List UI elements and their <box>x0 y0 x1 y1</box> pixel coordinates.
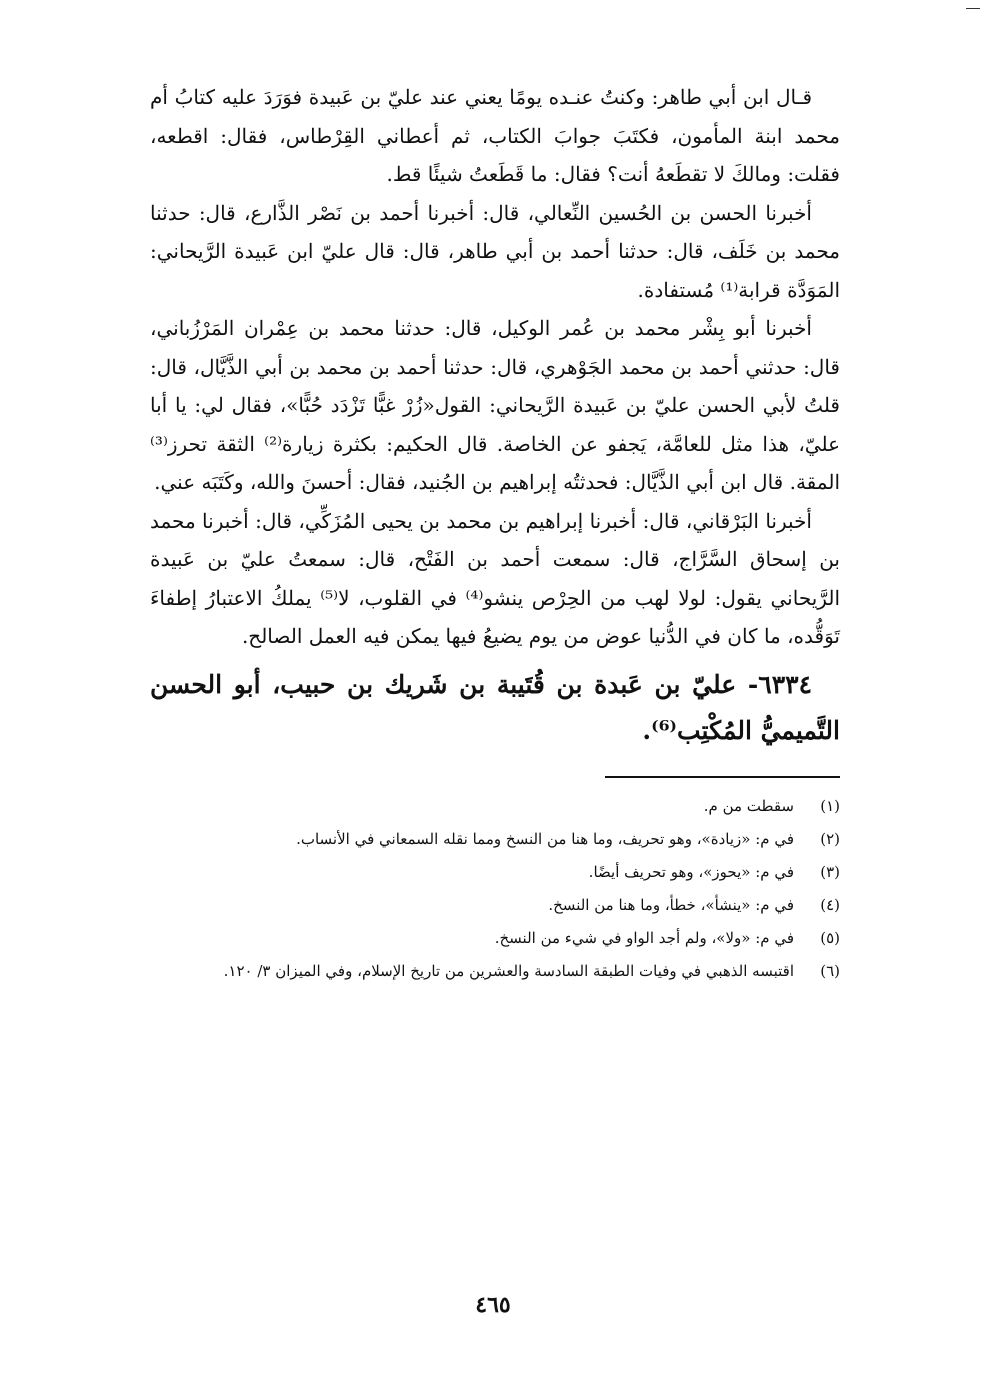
footnote-item <box>150 856 840 889</box>
footnote-number: (٤) <box>820 895 840 914</box>
paragraph-2: أخبرنا الحسن بن الحُسين النِّعالي، قال: أخبرنا أحمد بن نَصْر الذَّارع، قال: حدثنا محمد بن خَلَف، قال: حدثنا أحمد بن أبي طاهر، قال: قال عليّ ابن عَبيدة الرَّيحاني: المَوَدَّة قرابة⁽¹⁾ مُستفادة. <box>150 200 840 302</box>
footnote-item <box>150 889 840 922</box>
footnote-item <box>150 790 840 823</box>
paragraph-3: أخبرنا أبو بِشْر محمد بن عُمر الوكيل، قال: حدثنا محمد بن عِمْران المَرْزُباني، قال: حدثني أحمد بن محمد الجَوْهري، قال: حدثنا أحمد بن محمد بن أبي الذَّيَّال، قال: قلتُ لأبي الحسن عليّ بن عَبيدة الرَّيحاني: القول«زُرْ غبًّا تَزْدَد حُبًّا»، فقال لي: يا أبا عليّ، هذا مثل للعامَّة، يَجفو عن الخاصة. قال الحكيم: بكثرة زيارة⁽²⁾ الثقة تحرز⁽³⁾ المقة. قال ابن أبي الذَّيَّال: فحدثتُه إبراهيم بن الجُنيد، فقال: أحسنَ والله، وكَتَبَه عني. <box>150 316 840 494</box>
footnote-number: (٣) <box>820 862 840 881</box>
footnote-number: (٦) <box>820 961 840 980</box>
footnotes-list <box>150 790 840 988</box>
entry-heading: ٦٣٣٤- عليّ بن عَبدة بن قُتَيبة بن شَريك بن حبيب، أبو الحسن التَّميميُّ المُكْتِب⁽⁶⁾. <box>150 669 840 745</box>
footnote-text: سقطت من م. <box>703 796 794 815</box>
footnote-text: في م: «ينشأ»، خطأ، وما هنا من النسخ. <box>548 895 794 914</box>
document-page <box>150 78 840 988</box>
footnote-item <box>150 823 840 856</box>
footnote-item <box>150 922 840 955</box>
footnote-text: اقتبسه الذهبي في وفيات الطبقة السادسة والعشرين من تاريخ الإسلام، وفي الميزان ٣/ ١٢٠. <box>223 961 794 980</box>
paragraph-1: قـال ابن أبي طاهر: وكنتُ عنـده يومًا يعني عند عليّ بن عَبيدة فوَرَدَ عليه كتابُ أم محمد ابنة المأمون، فكتَبَ جوابَ الكتاب، ثم أعطاني القِرْطاس، فقال: اقطعه، فقلت: ومالكَ لا تقطَعهُ أنت؟ فقال: ما قَطَعتُ شيئًا قط. <box>150 85 840 186</box>
footnote-number: (٥) <box>820 928 840 947</box>
footnote-text: في م: «يحوز»، وهو تحريف أيضًا. <box>588 862 794 881</box>
footnote-item <box>150 955 840 988</box>
page-number: ٤٦٥ <box>475 1292 511 1318</box>
body-text <box>150 78 840 656</box>
footnote-text: في م: «زيادة»، وهو تحريف، وما هنا من النسخ ومما نقله السمعاني في الأنساب. <box>296 829 794 848</box>
paragraph-4: أخبرنا البَرْقاني، قال: أخبرنا إبراهيم بن محمد بن يحيى المُزَكِّي، قال: أخبرنا محمد بن إسحاق السَّرَّاج، قال: سمعت أحمد بن الفَتْح، قال: سمعتُ عليّ بن عَبيدة الرَّيحاني يقول: لولا لهب من الحِرْص ينشو⁽⁴⁾ في القلوب، لا⁽⁵⁾ يملكُ الاعتبارُ إطفاءَ تَوَقُّده، ما كان في الدُّنيا عوض من يوم يضيعُ فيها يمكن فيه العمل الصالح. <box>150 508 840 648</box>
footnote-separator <box>605 776 840 778</box>
footnote-number: (١) <box>820 796 840 815</box>
footnote-text: في م: «ولا»، ولم أجد الواو في شيء من النسخ. <box>494 928 794 947</box>
footnote-number: (٢) <box>820 829 840 848</box>
scan-edge-mark <box>966 8 980 9</box>
